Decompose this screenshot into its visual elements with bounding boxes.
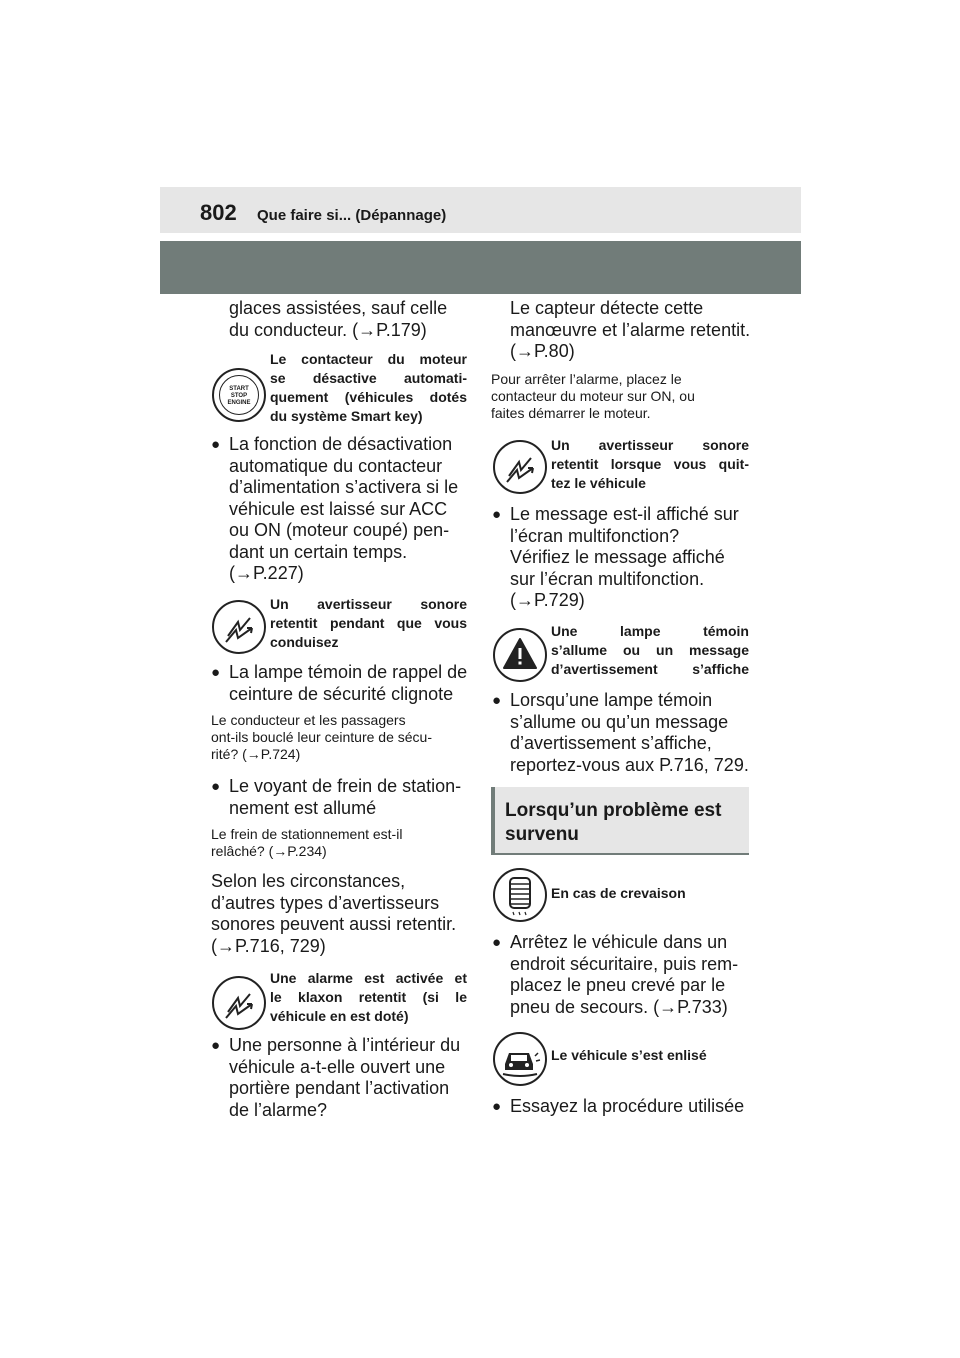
note-text: Pour arrêter l’alarme, placez le contacteur du moteur sur ON, ou faites démarrer le moteur.	[491, 371, 695, 421]
stuck-car-icon	[493, 1032, 547, 1086]
note-text: Le conducteur et les passagers ont-ils bouclé leur ceinture de sécu- rité? (→P.724)	[211, 712, 433, 762]
buzzer-icon	[493, 440, 547, 494]
buzzer-icon	[212, 976, 266, 1030]
list-item: ● Le voyant de frein de station- nement est allumé	[211, 776, 462, 818]
warning-triangle-icon	[493, 628, 547, 682]
buzzer-driving-label: Un avertisseur sonore retentit pendant que vous conduisez	[270, 596, 467, 650]
list-item: ● Essayez la procédure utilisée	[492, 1096, 745, 1116]
buzzer-icon	[212, 600, 266, 654]
list-item: ● Une personne à l’intérieur du véhicule a-t-elle ouvert une portière pendant l’activation de l’alarme?	[211, 1035, 461, 1120]
engine-switch-label: Le contacteur du moteur se désactive automati- quement (véhicules dotés du système Smart key)	[270, 351, 467, 424]
alarm-label: Une alarme est activée et le klaxon retentit (si le véhicule en est doté)	[270, 970, 467, 1024]
list-item: ● La fonction de désactivation automatique du contacteur d’alimentation s’activera si le véhicule est laissé sur ACC ou ON (moteur coupé) pen- dant un certain temps. (→P.227)	[211, 434, 459, 583]
buzzer-leave-label: Un avertisseur sonore retentit lorsque vous quit- tez le véhicule	[551, 437, 749, 491]
intro-text: glaces assistées, sauf celle du conducteur. (→P.179)	[229, 298, 448, 340]
warning-label: Une lampe témoin s’allume ou un message d’avertissement s’affiche	[551, 623, 749, 677]
flat-tire-icon	[493, 868, 547, 922]
note-text: Le frein de stationnement est-il relâché? (→P.234)	[211, 826, 403, 859]
list-item: ● Le message est-il affiché sur l’écran multifonction? Vérifiez le message affiché sur l’écran multifonction. (→P.729)	[492, 504, 739, 610]
stuck-car-label: Le véhicule s’est enlisé	[551, 1047, 707, 1063]
page-title: Que faire si... (Dépannage)	[257, 207, 447, 224]
list-item: ● Lorsqu’une lampe témoin s’allume ou qu’un message d’avertissement s’affiche, reportez-vous aux P.716, 729.	[492, 690, 749, 775]
paragraph: Selon les circonstances, d’autres types d’avertisseurs sonores peuvent aussi retentir. (→P.716, 729)	[211, 871, 457, 956]
header-band	[160, 241, 801, 294]
page-number: 802	[200, 200, 237, 225]
flat-tire-label: En cas de crevaison	[551, 885, 686, 901]
section-heading: Lorsqu’un problème est survenu	[491, 787, 749, 853]
list-item: ● La lampe témoin de rappel de ceinture de sécurité clignote	[211, 662, 468, 704]
list-item: ● Arrêtez le véhicule dans un endroit sécuritaire, puis rem- placez le pneu crevé par le pneu de secours. (→P.733)	[492, 932, 739, 1017]
continued-text: Le capteur détecte cette manœuvre et l’alarme retentit. (→P.80)	[510, 298, 751, 361]
start-stop-engine-icon: START STOP ENGINE	[212, 368, 266, 422]
